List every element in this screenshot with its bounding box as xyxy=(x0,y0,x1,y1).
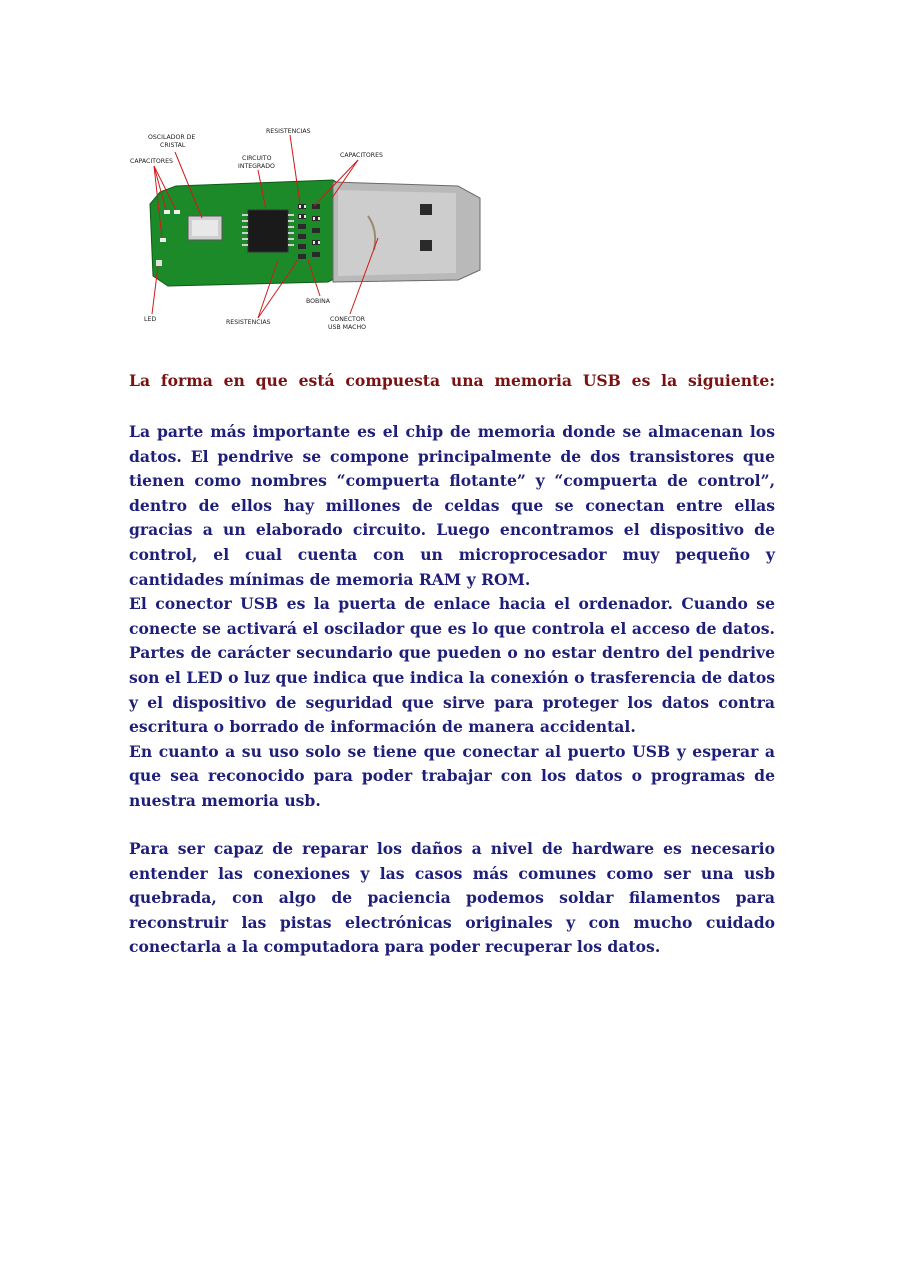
label-capacitores-right: CAPACITORES xyxy=(340,152,383,159)
label-conector-line2: USB MACHO xyxy=(328,324,366,331)
label-led: LED xyxy=(144,316,157,323)
paragraph-memory-chip: La parte más importante es el chip de memoria donde se almacenan los datos. El pendrive se compone principalmente de dos transistores que tienen como nombres “compuerta flotante” y “compuerta de control”, dentro de ellos hay millones de celdas que se conectan entre ellas gracias a un elaborado circuito. Luego encontramos el dispositivo de control, el cual cuenta con un microprocesador muy pequeño y cantidades mínimas de memoria RAM y ROM. xyxy=(129,422,775,589)
label-bobina: BOBINA xyxy=(306,298,330,305)
label-oscilador-line2: CRISTAL xyxy=(160,142,186,149)
led xyxy=(156,260,162,266)
usb-diagram-figure xyxy=(128,120,488,335)
body-text-main xyxy=(129,420,775,814)
label-capacitores-left: CAPACITORES xyxy=(130,158,173,165)
label-oscilador-line1: OSCILADOR DE xyxy=(148,134,196,141)
integrated-circuit-chip xyxy=(248,210,288,252)
usb-stick-illustration xyxy=(128,120,488,335)
label-conector-line1: CONECTOR xyxy=(330,316,365,323)
paragraph-usb-connector: El conector USB es la puerta de enlace hacia el ordenador. Cuando se conecte se activará el oscilador que es lo que controla el acceso de datos. Partes de carácter secundario que pueden o no estar dentro del pendrive son el LED o luz que indica que indica la conexión o trasferencia de datos y el dispositivo de seguridad que sirve para proteger los datos contra escritura o borrado de información de manera accidental. xyxy=(129,594,775,737)
paragraph-usage: En cuanto a su uso solo se tiene que conectar al puerto USB y esperar a que sea reconocido para poder trabajar con los datos o programas de nuestra memoria usb. xyxy=(129,741,775,810)
label-circuito-line1: CIRCUITO xyxy=(242,155,272,162)
paragraph-repair: Para ser capaz de reparar los daños a nivel de hardware es necesario entender las conexiones y las casos más comunes como ser una usb quebrada, con algo de paciencia podemos soldar filamentos para reconstruir las pistas electrónicas originales y con mucho cuidado conectarla a la computadora para poder recuperar los datos. xyxy=(129,839,775,957)
label-circuito-line2: INTEGRADO xyxy=(238,163,275,170)
body-text-repair xyxy=(129,837,775,960)
label-resistencias-top: RESISTENCIAS xyxy=(266,128,311,135)
label-resistencias-bottom: RESISTENCIAS xyxy=(226,319,271,326)
section-heading: La forma en que está compuesta una memoria USB es la siguiente: xyxy=(129,371,775,390)
